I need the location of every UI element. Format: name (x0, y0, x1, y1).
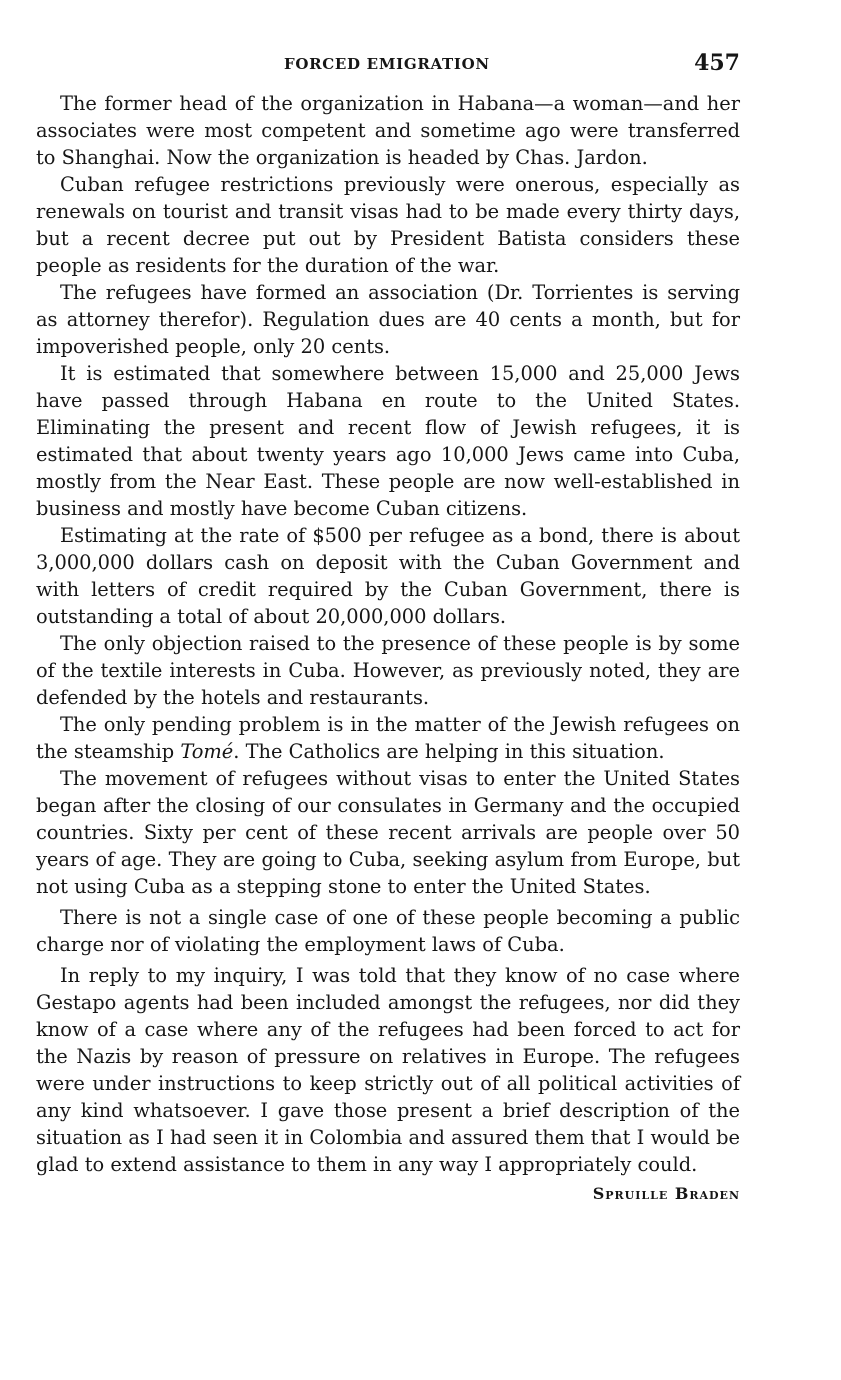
tome-text-after: . The Catholics are helping in this situation. (233, 740, 665, 763)
ship-name: Tomé (180, 740, 234, 763)
document-page (36, 50, 740, 1203)
tome-text-before: The only pending problem is in the matter of the Jewish refugees on the steamship (36, 713, 740, 763)
running-head (36, 50, 740, 82)
page-number: 457 (694, 50, 740, 76)
running-title: FORCED EMIGRATION (284, 55, 490, 73)
paragraph-jews-estimate: It is estimated that somewhere between 15,000 and 25,000 Jews have passed through Habana en route to the United States. Eliminating the present and recent flow of Jewish refugees, it is estimated that about twenty years ago 10,000 Jews came into Cuba, mostly from the Near East. These people are now well-established in business and mostly have become Cuban citizens. (36, 362, 740, 520)
paragraph-gestapo-inquiry: In reply to my inquiry, I was told that they know of no case where Gestapo agents had been included amongst the refugees, nor did they know of a case where any of the refugees had been forced to act for the Nazis by reason of pressure on relatives in Europe. The refugees were under instructions to keep strictly out of all political activities of any kind whatsoever. I gave those present a brief description of the situation as I had seen it in Colombia and assured them that I would be glad to extend assistance to them in any way I appropriately could. (36, 964, 740, 1176)
paragraph-refugee-restrictions: Cuban refugee restrictions previously were onerous, especially as renewals on tourist and transit visas had to be made every thirty days, but a recent decree put out by President Batista considers these people as residents for the duration of the war. (36, 173, 740, 277)
paragraph-refugee-movement: The movement of refugees without visas to enter the United States began after the closing of our consulates in Germany and the occupied countries. Sixty per cent of these recent arrivals are people over 50 years of age. They are going to Cuba, seeking asylum from Europe, but not using Cuba as a stepping stone to enter the United States. (36, 767, 740, 898)
body-text (36, 90, 740, 1178)
paragraph-public-charge: There is not a single case of one of these people becoming a public charge nor of violating the employment laws of Cuba. (36, 906, 740, 956)
paragraph-steamship-tome (36, 711, 740, 765)
paragraph-habana-organization: The former head of the organization in Habana—a woman—and her associates were most competent and sometime ago were transferred to Shanghai. Now the organization is headed by Chas. Jardon. (36, 92, 740, 169)
paragraph-refugee-association: The refugees have formed an association (Dr. Torrientes is serving as attorney therefor). Regulation dues are 40 cents a month, but for impoverished people, only 20 cents. (36, 281, 740, 358)
paragraph-textile-objection: The only objection raised to the presence of these people is by some of the textile interests in Cuba. However, as previously noted, they are defended by the hotels and restaurants. (36, 632, 740, 709)
signature: Spruille Braden (592, 1184, 740, 1203)
paragraph-bond-estimate: Estimating at the rate of $500 per refugee as a bond, there is about 3,000,000 dollars cash on deposit with the Cuban Government and with letters of credit required by the Cuban Government, there is outstanding a total of about 20,000,000 dollars. (36, 524, 740, 628)
